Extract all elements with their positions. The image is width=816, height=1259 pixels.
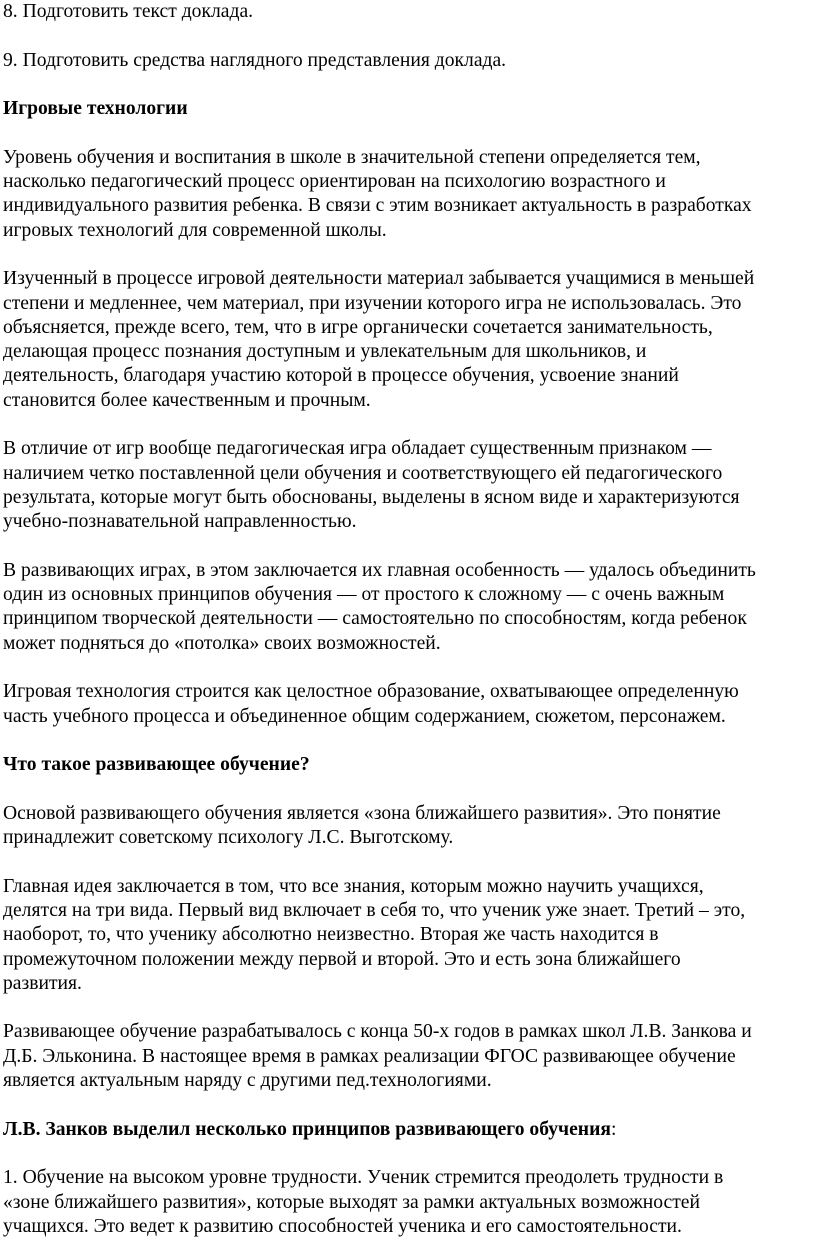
zankov-heading-colon: : [610, 1118, 617, 1140]
text-line: 1. Обучение на высоком уровне трудности. Ученик стремится преодолеть трудности в [3, 1167, 724, 1189]
section-heading [3, 753, 816, 777]
text-line: степени и медленнее, чем материал, при изучении которого игра не использовалась. Это [3, 292, 742, 314]
paragraph [3, 1020, 816, 1093]
text-line: делающая процесс познания доступным и увлекательным для школьников, и [3, 341, 647, 363]
zankov-heading-bold: Л.В. Занков выделил несколько принципов развивающего обучения [3, 1118, 611, 1140]
text-line: делятся на три вида. Первый вид включает в себя то, что ученик уже знает. Третий – это, [3, 899, 746, 921]
text-line: Основой развивающего обучения является «зона ближайшего развития». Это понятие [3, 802, 721, 824]
section-heading [3, 97, 816, 121]
text-line: становится более качественным и прочным. [3, 389, 371, 411]
text-line: Что такое развивающее обучение? [3, 754, 310, 776]
text-line: является актуальным наряду с другими пед.технологиями. [3, 1070, 492, 1092]
paragraph [3, 559, 816, 656]
text-line: развития. [3, 972, 82, 994]
text-line: деятельность, благодаря участию которой в процессе обучения, усвоение знаний [3, 365, 679, 387]
text-line: Развивающее обучение разрабатывалось с конца 50-х годов в рамках школ Л.В. Занкова и [3, 1021, 752, 1043]
text-line: В отличие от игр вообще педагогическая игра обладает существенным признаком — [3, 438, 712, 460]
text-line: индивидуального развития ребенка. В связи с этим возникает актуальность в разработках [3, 195, 752, 217]
paragraph [3, 802, 816, 851]
text-line: 8. Подготовить текст доклада. [3, 1, 254, 22]
text-line: Д.Б. Эльконина. В настоящее время в рамках реализации ФГОС развивающее обучение [3, 1045, 736, 1067]
text-line: учащихся. Это ведет к развитию способностей ученика и его самостоятельности. [3, 1215, 682, 1237]
text-line: промежуточном положении между первой и второй. Это и есть зона ближайшего [3, 948, 681, 970]
text-line: 9. Подготовить средства наглядного представления доклада. [3, 49, 507, 71]
text-line: объясняется, прежде всего, тем, что в игре органически сочетается занимательность, [3, 316, 713, 338]
text-line: наличием четко поставленной цели обучения и соответствующего ей педагогического [3, 462, 723, 484]
text-line: может подняться до «потолка» своих возможностей. [3, 632, 441, 654]
text-line: Изученный в процессе игровой деятельности материал забывается учащимися в меньшей [3, 268, 755, 290]
paragraph [3, 680, 816, 729]
paragraph [3, 146, 816, 243]
text-line: часть учебного процесса и объединенное общим содержанием, сюжетом, персонажем. [3, 705, 726, 727]
text-line: наоборот, то, что ученику абсолютно неизвестно. Вторая же часть находится в [3, 924, 659, 946]
paragraph [3, 49, 816, 73]
principle-1-paragraph [3, 1166, 816, 1239]
text-line: Игровая технология строится как целостное образование, охватывающее определенную [3, 681, 739, 703]
paragraph [3, 0, 816, 24]
text-line: результата, которые могут быть обоснованы, выделены в ясном виде и характеризуются [3, 486, 740, 508]
zankov-heading [3, 1118, 816, 1142]
text-line: один из основных принципов обучения — от простого к сложному — с очень важным [3, 584, 725, 606]
paragraph [3, 875, 816, 996]
text-line: Главная идея заключается в том, что все знания, которым можно научить учащихся, [3, 875, 704, 897]
document-blocks [3, 0, 816, 1093]
paragraph [3, 267, 816, 413]
text-line: «зоне ближайшего развития», которые выходят за рамки актуальных возможностей [3, 1191, 700, 1213]
text-line: Игровые технологии [3, 98, 188, 120]
text-line: учебно-познавательной направленностью. [3, 511, 357, 533]
text-line: принадлежит советскому психологу Л.С. Выготскому. [3, 827, 454, 849]
text-line: В развивающих играх, в этом заключается их главная особенность — удалось объединить [3, 559, 756, 581]
paragraph [3, 437, 816, 534]
text-line: игровых технологий для современной школы. [3, 219, 387, 241]
text-line: Уровень обучения и воспитания в школе в значительной степени определяется тем, [3, 146, 701, 168]
text-line: принципом творческой деятельности — самостоятельно по способностям, когда ребенок [3, 608, 747, 630]
text-line: насколько педагогический процесс ориентирован на психологию возрастного и [3, 171, 666, 193]
